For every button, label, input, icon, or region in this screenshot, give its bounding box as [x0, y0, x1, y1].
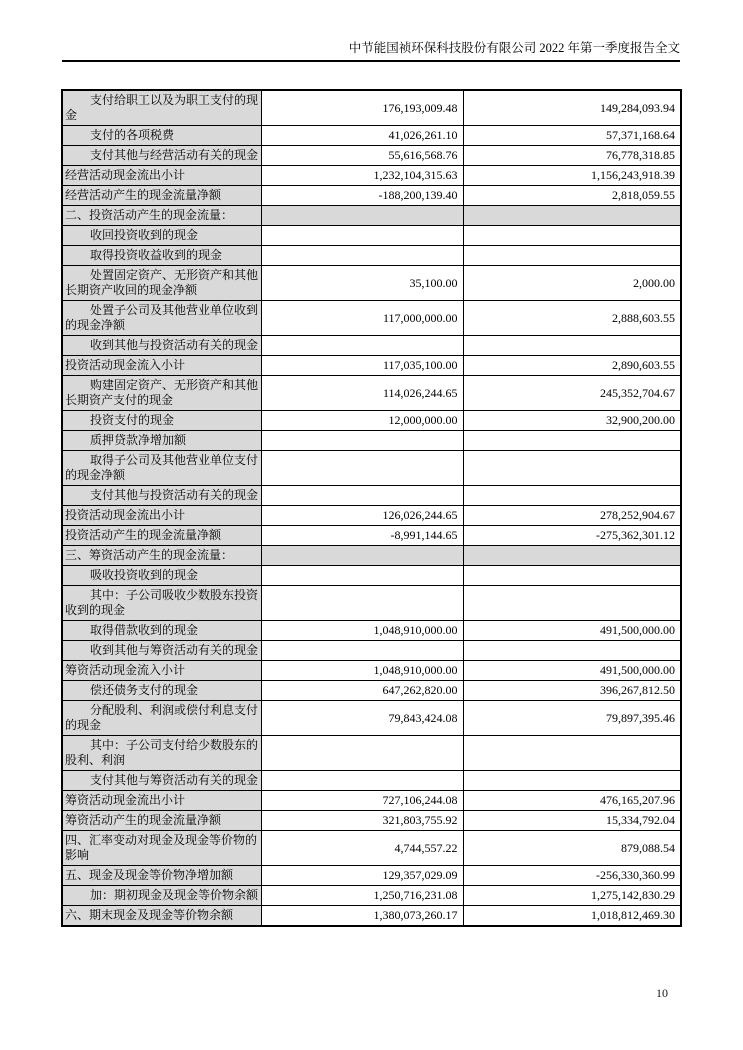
table-row [62, 736, 681, 771]
table-row [62, 376, 681, 411]
table-row [62, 701, 681, 736]
row-label: 支付其他与投资活动有关的现金 [62, 486, 261, 506]
row-value-prior: 1,156,243,918.39 [463, 166, 681, 186]
row-value-current: 55,616,568.76 [261, 146, 463, 166]
row-label: 处置子公司及其他营业单位收到的现金净额 [62, 301, 261, 336]
row-value-prior: 2,888,603.55 [463, 301, 681, 336]
table-row [62, 886, 681, 906]
row-value-current [261, 486, 463, 506]
row-value-prior [463, 336, 681, 356]
row-value-prior: 15,334,792.04 [463, 811, 681, 831]
row-value-prior: 32,900,200.00 [463, 411, 681, 431]
table-row [62, 266, 681, 301]
row-value-current: 114,026,244.65 [261, 376, 463, 411]
table-row [62, 336, 681, 356]
row-label: 吸收投资收到的现金 [62, 566, 261, 586]
table-row [62, 451, 681, 486]
row-value-prior: 2,890,603.55 [463, 356, 681, 376]
table-row [62, 661, 681, 681]
row-value-prior: 2,000.00 [463, 266, 681, 301]
row-value-current: 1,048,910,000.00 [261, 661, 463, 681]
row-label: 支付给职工以及为职工支付的现金 [62, 90, 261, 126]
page-number: 10 [656, 986, 668, 1000]
row-value-prior [463, 566, 681, 586]
row-value-current: 4,744,557.22 [261, 831, 463, 866]
row-value-current: 1,380,073,260.17 [261, 906, 463, 927]
row-value-prior [463, 206, 681, 226]
row-value-prior: 76,778,318.85 [463, 146, 681, 166]
row-value-prior: 57,371,168.64 [463, 126, 681, 146]
row-label: 取得借款收到的现金 [62, 621, 261, 641]
row-label: 投资活动现金流出小计 [62, 506, 261, 526]
table-row [62, 186, 681, 206]
row-label: 投资支付的现金 [62, 411, 261, 431]
table-row [62, 90, 681, 126]
row-value-current [261, 566, 463, 586]
row-value-current: 727,106,244.08 [261, 791, 463, 811]
table-row [62, 411, 681, 431]
row-label: 筹资活动现金流入小计 [62, 661, 261, 681]
row-label: 投资活动现金流入小计 [62, 356, 261, 376]
table-row [62, 246, 681, 266]
row-value-prior [463, 586, 681, 621]
table-row [62, 641, 681, 661]
table-row [62, 566, 681, 586]
row-label: 处置固定资产、无形资产和其他长期资产收回的现金净额 [62, 266, 261, 301]
row-value-prior: 396,267,812.50 [463, 681, 681, 701]
row-value-prior [463, 641, 681, 661]
row-label: 其中：子公司吸收少数股东投资收到的现金 [62, 586, 261, 621]
row-value-current: -8,991,144.65 [261, 526, 463, 546]
row-label: 质押贷款净增加额 [62, 431, 261, 451]
row-label: 四、汇率变动对现金及现金等价物的影响 [62, 831, 261, 866]
row-value-prior: 491,500,000.00 [463, 621, 681, 641]
row-value-prior: -275,362,301.12 [463, 526, 681, 546]
row-label: 经营活动产生的现金流量净额 [62, 186, 261, 206]
row-label: 偿还债务支付的现金 [62, 681, 261, 701]
row-value-current: 1,232,104,315.63 [261, 166, 463, 186]
row-value-prior: 278,252,904.67 [463, 506, 681, 526]
row-value-prior: 879,088.54 [463, 831, 681, 866]
row-value-prior: -256,330,360.99 [463, 866, 681, 886]
table-row [62, 771, 681, 791]
row-label: 筹资活动现金流出小计 [62, 791, 261, 811]
row-value-current [261, 771, 463, 791]
row-value-current: -188,200,139.40 [261, 186, 463, 206]
row-value-current: 647,262,820.00 [261, 681, 463, 701]
row-label: 收到其他与筹资活动有关的现金 [62, 641, 261, 661]
row-value-prior [463, 771, 681, 791]
row-value-current: 129,357,029.09 [261, 866, 463, 886]
table-row [62, 356, 681, 376]
row-label: 其中：子公司支付给少数股东的股利、利润 [62, 736, 261, 771]
row-value-current [261, 586, 463, 621]
table-row [62, 526, 681, 546]
row-value-prior: 1,275,142,830.29 [463, 886, 681, 906]
table-row [62, 486, 681, 506]
row-label: 支付的各项税费 [62, 126, 261, 146]
row-label: 投资活动产生的现金流量净额 [62, 526, 261, 546]
table-row [62, 621, 681, 641]
row-value-prior: 476,165,207.96 [463, 791, 681, 811]
row-value-prior: 491,500,000.00 [463, 661, 681, 681]
row-value-prior: 79,897,395.46 [463, 701, 681, 736]
row-value-current: 117,035,100.00 [261, 356, 463, 376]
table-row [62, 681, 681, 701]
row-value-prior [463, 431, 681, 451]
report-title: 中节能国祯环保科技股份有限公司 2022 年第一季度报告全文 [348, 41, 680, 55]
row-label: 六、期末现金及现金等价物余额 [62, 906, 261, 927]
table-row [62, 506, 681, 526]
row-value-current [261, 736, 463, 771]
table-row [62, 831, 681, 866]
row-label: 三、筹资活动产生的现金流量： [62, 546, 261, 566]
row-value-current: 176,193,009.48 [261, 90, 463, 126]
table-row [62, 866, 681, 886]
row-label: 支付其他与经营活动有关的现金 [62, 146, 261, 166]
row-label: 收回投资收到的现金 [62, 226, 261, 246]
table-row [62, 301, 681, 336]
row-value-prior [463, 546, 681, 566]
table-row [62, 811, 681, 831]
row-value-prior: 1,018,812,469.30 [463, 906, 681, 927]
row-value-prior [463, 226, 681, 246]
row-value-prior: 245,352,704.67 [463, 376, 681, 411]
table-row [62, 906, 681, 927]
row-value-current [261, 336, 463, 356]
row-value-current: 321,803,755.92 [261, 811, 463, 831]
row-label: 取得投资收益收到的现金 [62, 246, 261, 266]
table-row [62, 791, 681, 811]
row-label: 取得子公司及其他营业单位支付的现金净额 [62, 451, 261, 486]
section-row [62, 206, 681, 226]
table-row [62, 126, 681, 146]
table-row [62, 586, 681, 621]
cash-flow-table-body [62, 90, 681, 926]
row-label: 二、投资活动产生的现金流量： [62, 206, 261, 226]
header-rule [62, 60, 680, 62]
row-label: 收到其他与投资活动有关的现金 [62, 336, 261, 356]
section-row [62, 546, 681, 566]
row-value-prior: 2,818,059.55 [463, 186, 681, 206]
row-label: 五、现金及现金等价物净增加额 [62, 866, 261, 886]
row-value-current [261, 246, 463, 266]
row-label: 分配股利、利润或偿付利息支付的现金 [62, 701, 261, 736]
row-value-current [261, 206, 463, 226]
row-value-current: 35,100.00 [261, 266, 463, 301]
row-value-current: 79,843,424.08 [261, 701, 463, 736]
row-label: 支付其他与筹资活动有关的现金 [62, 771, 261, 791]
row-label: 经营活动现金流出小计 [62, 166, 261, 186]
row-value-prior [463, 736, 681, 771]
row-value-current [261, 641, 463, 661]
row-value-current [261, 546, 463, 566]
row-label: 加：期初现金及现金等价物余额 [62, 886, 261, 906]
row-value-current: 41,026,261.10 [261, 126, 463, 146]
table-row [62, 226, 681, 246]
row-value-current: 1,250,716,231.08 [261, 886, 463, 906]
table-row [62, 431, 681, 451]
row-value-prior [463, 246, 681, 266]
table-row [62, 146, 681, 166]
cash-flow-table [61, 89, 682, 927]
row-value-current: 126,026,244.65 [261, 506, 463, 526]
row-value-current [261, 226, 463, 246]
row-label: 购建固定资产、无形资产和其他长期资产支付的现金 [62, 376, 261, 411]
row-value-current: 12,000,000.00 [261, 411, 463, 431]
row-value-current: 1,048,910,000.00 [261, 621, 463, 641]
row-value-current [261, 451, 463, 486]
row-value-current [261, 431, 463, 451]
row-value-prior [463, 451, 681, 486]
row-value-current: 117,000,000.00 [261, 301, 463, 336]
row-label: 筹资活动产生的现金流量净额 [62, 811, 261, 831]
row-value-prior [463, 486, 681, 506]
row-value-prior: 149,284,093.94 [463, 90, 681, 126]
table-row [62, 166, 681, 186]
document-header [62, 40, 680, 56]
